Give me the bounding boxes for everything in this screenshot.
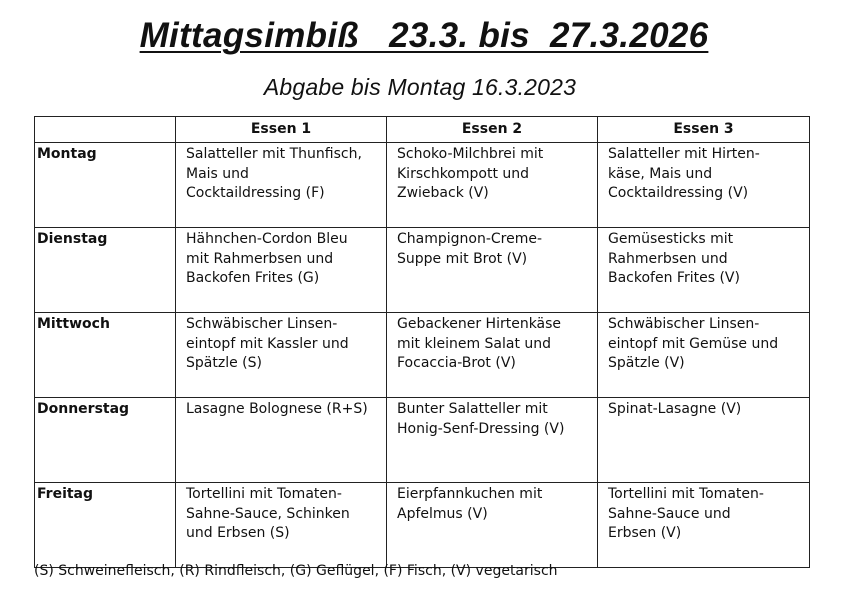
meal-cell-essen-2: Gebackener Hirtenkäse mit kleinem Salat und Focaccia-Brot (V) xyxy=(387,313,598,398)
table-row-dienstag xyxy=(35,228,810,313)
column-header-essen-3: Essen 3 xyxy=(598,117,810,143)
meal-cell-essen-2: Eierpfannkuchen mit Apfelmus (V) xyxy=(387,483,598,568)
meal-cell-essen-3: Gemüsesticks mit Rahmerbsen und Backofen Frites (V) xyxy=(598,228,810,313)
meal-cell-essen-3: Schwäbischer Linsen- eintopf mit Gemüse und Spätzle (V) xyxy=(598,313,810,398)
column-header-day xyxy=(35,117,176,143)
day-label: Dienstag xyxy=(35,228,176,313)
meal-cell-essen-2: Bunter Salatteller mit Honig-Senf-Dressing (V) xyxy=(387,398,598,483)
table-row-freitag xyxy=(35,483,810,568)
meal-cell-essen-1: Tortellini mit Tomaten- Sahne-Sauce, Schinken und Erbsen (S) xyxy=(176,483,387,568)
menu-table xyxy=(34,116,810,568)
meal-cell-essen-1: Schwäbischer Linsen- eintopf mit Kassler und Spätzle (S) xyxy=(176,313,387,398)
page-title: Mittagsimbiß 23.3. bis 27.3.2026 xyxy=(139,16,709,55)
meal-cell-essen-2: Champignon-Creme- Suppe mit Brot (V) xyxy=(387,228,598,313)
table-row-mittwoch xyxy=(35,313,810,398)
meal-cell-essen-3: Spinat-Lasagne (V) xyxy=(598,398,810,483)
header-row xyxy=(35,117,810,143)
meal-cell-essen-2: Schoko-Milchbrei mit Kirschkompott und Zwieback (V) xyxy=(387,143,598,228)
table-row-montag xyxy=(35,143,810,228)
table-row-donnerstag xyxy=(35,398,810,483)
meal-cell-essen-3: Salatteller mit Hirten- käse, Mais und Cocktaildressing (V) xyxy=(598,143,810,228)
deadline-subtitle: Abgabe bis Montag 16.3.2023 xyxy=(263,74,577,100)
meal-cell-essen-1: Hähnchen-Cordon Bleu mit Rahmerbsen und Backofen Frites (G) xyxy=(176,228,387,313)
day-label: Montag xyxy=(35,143,176,228)
legend-text: (S) Schweinefleisch, (R) Rindfleisch, (G) Geflügel, (F) Fisch, (V) vegetarisch xyxy=(34,563,558,579)
meal-cell-essen-1: Lasagne Bolognese (R+S) xyxy=(176,398,387,483)
day-label: Freitag xyxy=(35,483,176,568)
meal-cell-essen-1: Salatteller mit Thunfisch, Mais und Cocktaildressing (F) xyxy=(176,143,387,228)
day-label: Mittwoch xyxy=(35,313,176,398)
column-header-essen-1: Essen 1 xyxy=(176,117,387,143)
day-label: Donnerstag xyxy=(35,398,176,483)
column-header-essen-2: Essen 2 xyxy=(387,117,598,143)
meal-cell-essen-3: Tortellini mit Tomaten- Sahne-Sauce und Erbsen (V) xyxy=(598,483,810,568)
